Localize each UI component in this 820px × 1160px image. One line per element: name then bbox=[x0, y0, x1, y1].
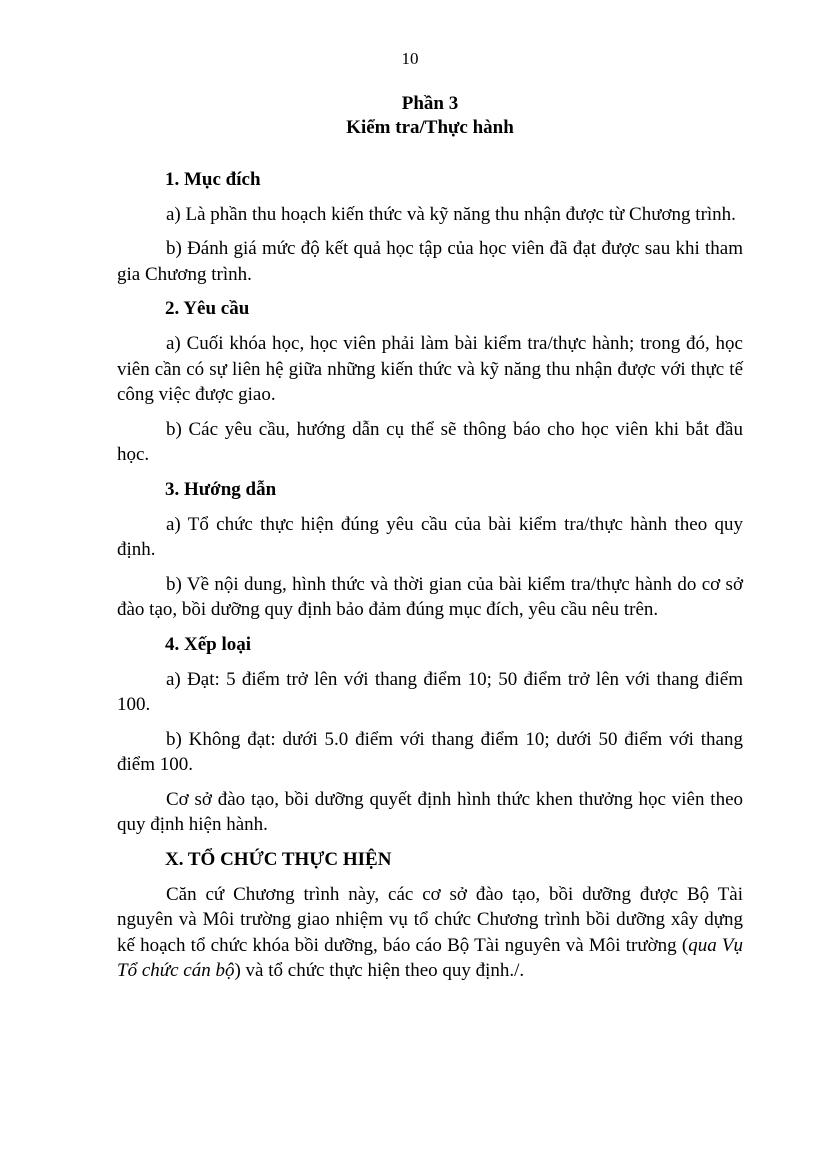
paragraph-text: Căn cứ Chương trình này, các cơ sở đào tạo, bồi dưỡng được Bộ Tài nguyên và Môi trường giao nhiệm vụ tổ chức Chương trình bồi dưỡng xây dựng kế hoạch tổ chức khóa bồi dưỡng, báo cáo Bộ Tài nguyên và Môi trường ( bbox=[117, 883, 743, 956]
section-heading: 4. Xếp loại bbox=[165, 633, 252, 655]
part-title: Phần 3 bbox=[401, 93, 459, 114]
italic-text: qua Vụ Tổ chức cán bộ bbox=[117, 934, 743, 982]
paragraph: b) Không đạt: dưới 5.0 điểm với thang điểm 10; dưới 50 điểm với thang điểm 100. bbox=[117, 728, 743, 776]
paragraph: a) Cuối khóa học, học viên phải làm bài kiểm tra/thực hành; trong đó, học viên cần có sự liên hệ giữa những kiến thức và kỹ năng thu nhận được với thực tế công việc được giao. bbox=[117, 332, 743, 406]
section-heading: X. TỔ CHỨC THỰC HIỆN bbox=[165, 849, 392, 871]
section-heading: 2. Yêu cầu bbox=[165, 298, 250, 320]
section-to-chuc-thuc-hien bbox=[117, 847, 743, 984]
paragraph: a) Đạt: 5 điểm trở lên với thang điểm 10; 50 điểm trở lên với thang điểm 100. bbox=[117, 668, 743, 716]
section-xep-loai bbox=[117, 632, 743, 838]
section-muc-dich bbox=[117, 167, 743, 287]
paragraph-text: ) và tổ chức thực hiện theo quy định./. bbox=[234, 960, 525, 982]
paragraph: b) Các yêu cầu, hướng dẫn cụ thể sẽ thông báo cho học viên khi bắt đầu học. bbox=[117, 418, 743, 466]
page-number: 10 bbox=[401, 49, 419, 68]
paragraph: Cơ sở đào tạo, bồi dưỡng quyết định hình thức khen thưởng học viên theo quy định hiện hành. bbox=[117, 788, 743, 836]
part-subtitle: Kiểm tra/Thực hành bbox=[346, 117, 514, 138]
document-body bbox=[117, 167, 743, 993]
paragraph: a) Là phần thu hoạch kiến thức và kỹ năng thu nhận được từ Chương trình. bbox=[166, 203, 736, 225]
section-heading: 1. Mục đích bbox=[165, 169, 261, 190]
paragraph: a) Tổ chức thực hiện đúng yêu cầu của bài kiểm tra/thực hành theo quy định. bbox=[117, 513, 743, 561]
paragraph: b) Về nội dung, hình thức và thời gian của bài kiểm tra/thực hành do cơ sở đào tạo, bồi dưỡng quy định bảo đảm đúng mục đích, yêu cầu nêu trên. bbox=[117, 573, 743, 621]
part-heading bbox=[0, 92, 820, 140]
paragraph bbox=[117, 882, 743, 984]
section-heading: 3. Hướng dẫn bbox=[165, 478, 277, 500]
section-yeu-cau bbox=[117, 296, 743, 468]
section-huong-dan bbox=[117, 477, 743, 623]
paragraph: b) Đánh giá mức độ kết quả học tập của học viên đã đạt được sau khi tham gia Chương trình. bbox=[117, 238, 743, 285]
